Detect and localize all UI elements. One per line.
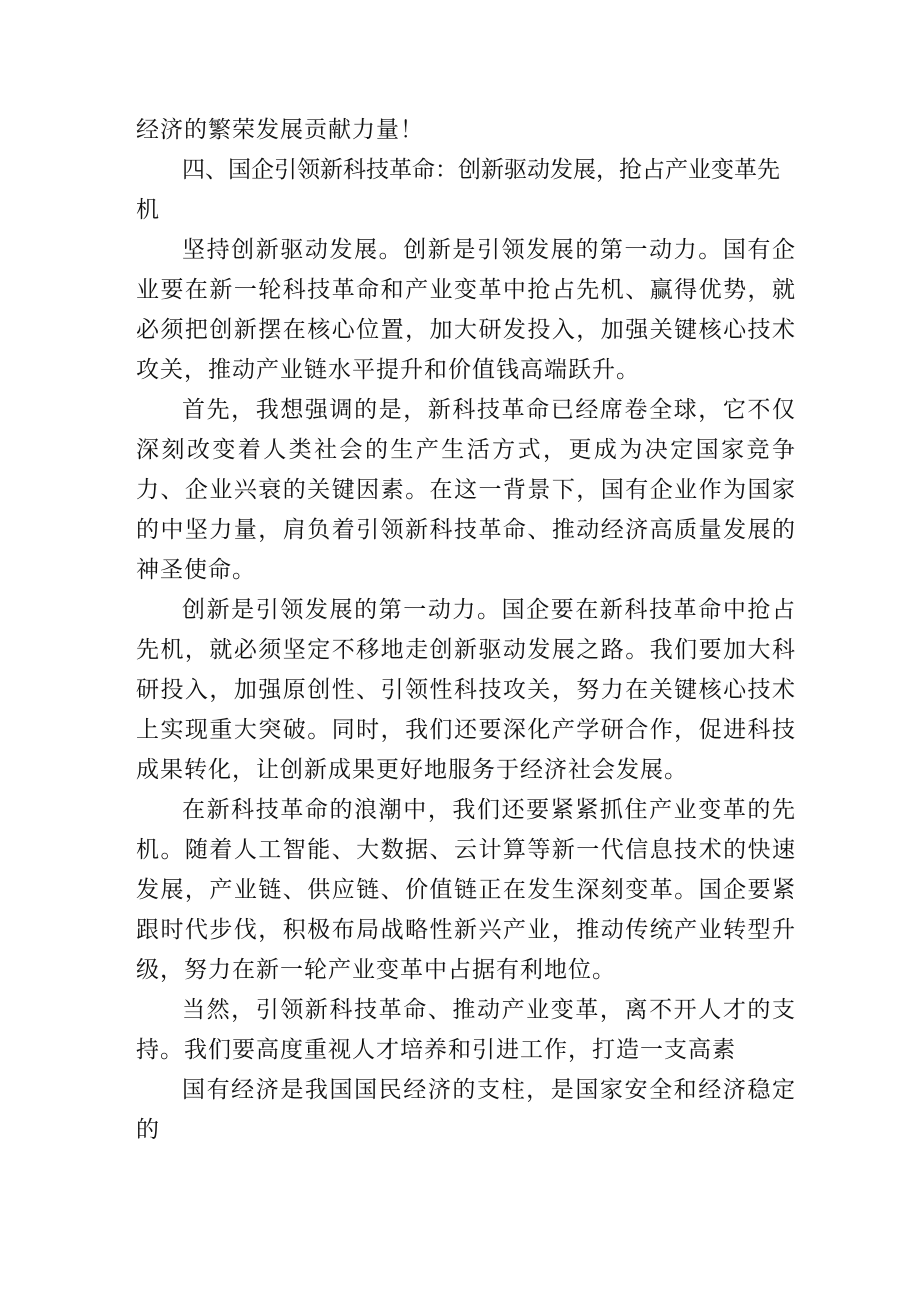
document-body [136, 110, 796, 1150]
paragraph: 当然，引领新科技革命、推动产业变革，离不开人才的支持。我们要高度重视人才培养和引进工作，打造一支高素 [136, 997, 796, 1063]
paragraph: 国有经济是我国国民经济的支柱，是国家安全和经济稳定的 [136, 1077, 796, 1143]
paragraph: 创新是引领发展的第一动力。国企要在新科技革命中抢占先机，就必须坚定不移地走创新驱动发展之路。我们要加大科研投入，加强原创性、引领性科技攻关，努力在关键核心技术上实现重大突破。同时，我们还要深化产学研合作，促进科技成果转化，让创新成果更好地服务于经济社会发展。 [136, 597, 796, 783]
paragraph: 首先，我想强调的是，新科技革命已经席卷全球，它不仅深刻改变着人类社会的生产生活方式，更成为决定国家竞争力、企业兴衰的关键因素。在这一背景下，国有企业作为国家的中坚力量，肩负着引领新科技革命、推动经济高质量发展的神圣使命。 [136, 397, 796, 583]
section-heading: 四、国企引领新科技革命：创新驱动发展，抢占产业变革先机 [136, 157, 780, 223]
paragraph: 在新科技革命的浪潮中，我们还要紧紧抓住产业变革的先机。随着人工智能、大数据、云计算等新一代信息技术的快速发展，产业链、供应链、价值链正在发生深刻变革。国企要紧跟时代步伐，积极布局战略性新兴产业，推动传统产业转型升级，努力在新一轮产业变革中占据有利地位。 [136, 797, 796, 983]
paragraph: 坚持创新驱动发展。创新是引领发展的第一动力。国有企业要在新一轮科技革命和产业变革中抢占先机、赢得优势，就必须把创新摆在核心位置，加大研发投入，加强关键核心技术攻关，推动产业链水平提升和价值钱高端跃升。 [136, 237, 796, 383]
continuation-text: 经济的繁荣发展贡献力量！ [136, 117, 424, 143]
